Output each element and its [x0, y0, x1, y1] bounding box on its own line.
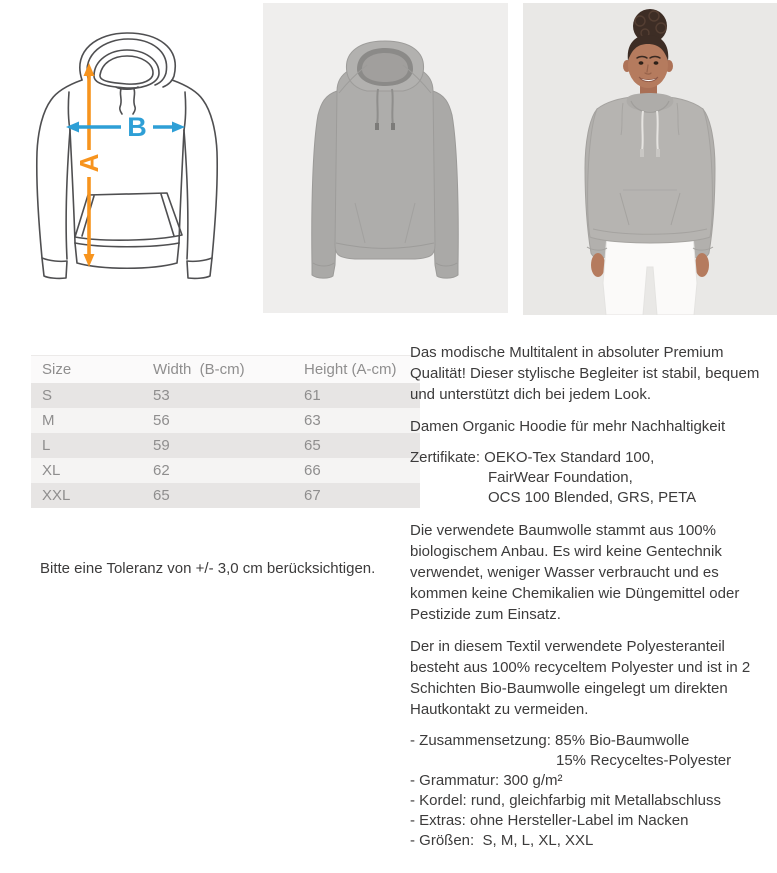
width-cell: 56 [153, 412, 170, 429]
product-photo-model [523, 3, 777, 315]
table-row [31, 433, 420, 458]
product-description [410, 342, 762, 851]
model-wearing-hoodie-image [523, 3, 777, 315]
table-row [31, 383, 420, 408]
description-subtitle: Damen Organic Hoodie für mehr Nachhaltigkeit [410, 418, 726, 435]
size-table [31, 355, 420, 508]
tolerance-note: Bitte eine Toleranz von +/- 3,0 cm berücksichtigen. [40, 560, 376, 577]
height-cell: 66 [304, 462, 321, 479]
measurement-label-a: A [74, 153, 104, 173]
spec-grammage: - Grammatur: 300 g/m² [410, 772, 563, 789]
width-cell: 53 [153, 387, 170, 404]
flat-hoodie-image [263, 3, 508, 313]
measurement-label-b: B [127, 112, 147, 142]
size-table-header-row [31, 356, 420, 384]
height-arrow-a [74, 63, 104, 267]
width-arrow-b [66, 112, 185, 142]
size-cell: XXL [42, 487, 71, 504]
description-cotton: Die verwendete Baumwolle stammt aus 100% biologischem Anbau. Es wird keine Gentechnik verwendet, weniger Wasser verbraucht und es kommen keine Chemikalien wie Düngemittel oder Pestizide zum Einsatz. [410, 522, 744, 623]
height-cell: 67 [304, 487, 321, 504]
width-cell: 59 [153, 437, 170, 454]
column-header-height: Height (A-cm) [293, 356, 420, 384]
size-cell: XL [42, 462, 61, 479]
width-cell: 62 [153, 462, 170, 479]
certificates-block [410, 448, 762, 508]
table-row [31, 483, 420, 508]
column-header-width: Width (B-cm) [142, 356, 293, 384]
spec-sizes: - Größen: S, M, L, XL, XXL [410, 832, 594, 849]
size-cell: L [42, 437, 51, 454]
size-cell: M [42, 412, 55, 429]
certificates-line-3: OCS 100 Blended, GRS, PETA [488, 489, 697, 506]
certificates-line-1: Zertifikate: OEKO-Tex Standard 100, [410, 449, 655, 466]
spec-composition-cont: 15% Recyceltes-Polyester [556, 752, 732, 769]
certificates-line-2: FairWear Foundation, [488, 469, 633, 486]
description-polyester: Der in diesem Textil verwendete Polyesteranteil besteht aus 100% recyceltem Polyester und ist in 2 Schichten Bio-Baumwolle eingelegt um direkten Hautkontakt zu vermeiden. [410, 638, 755, 718]
spec-composition: - Zusammensetzung: 85% Bio-Baumwolle [410, 732, 690, 749]
product-photo-flat [263, 3, 508, 313]
column-header-size: Size [31, 356, 142, 384]
height-cell: 63 [304, 412, 321, 429]
table-row [31, 458, 420, 483]
spec-cord: - Kordel: rund, gleichfarbig mit Metallabschluss [410, 792, 721, 809]
width-cell: 65 [153, 487, 170, 504]
hoodie-line-drawing [20, 30, 250, 290]
height-cell: 65 [304, 437, 321, 454]
measurement-diagram [20, 30, 250, 290]
specs-list [410, 731, 762, 851]
height-cell: 61 [304, 387, 321, 404]
spec-extras: - Extras: ohne Hersteller-Label im Nacken [410, 812, 689, 829]
size-cell: S [42, 387, 53, 404]
table-row [31, 408, 420, 433]
description-intro: Das modische Multitalent in absoluter Premium Qualität! Dieser stylische Begleiter ist stabil, bequem und unterstützt dich bei jedem Look. [410, 344, 764, 403]
